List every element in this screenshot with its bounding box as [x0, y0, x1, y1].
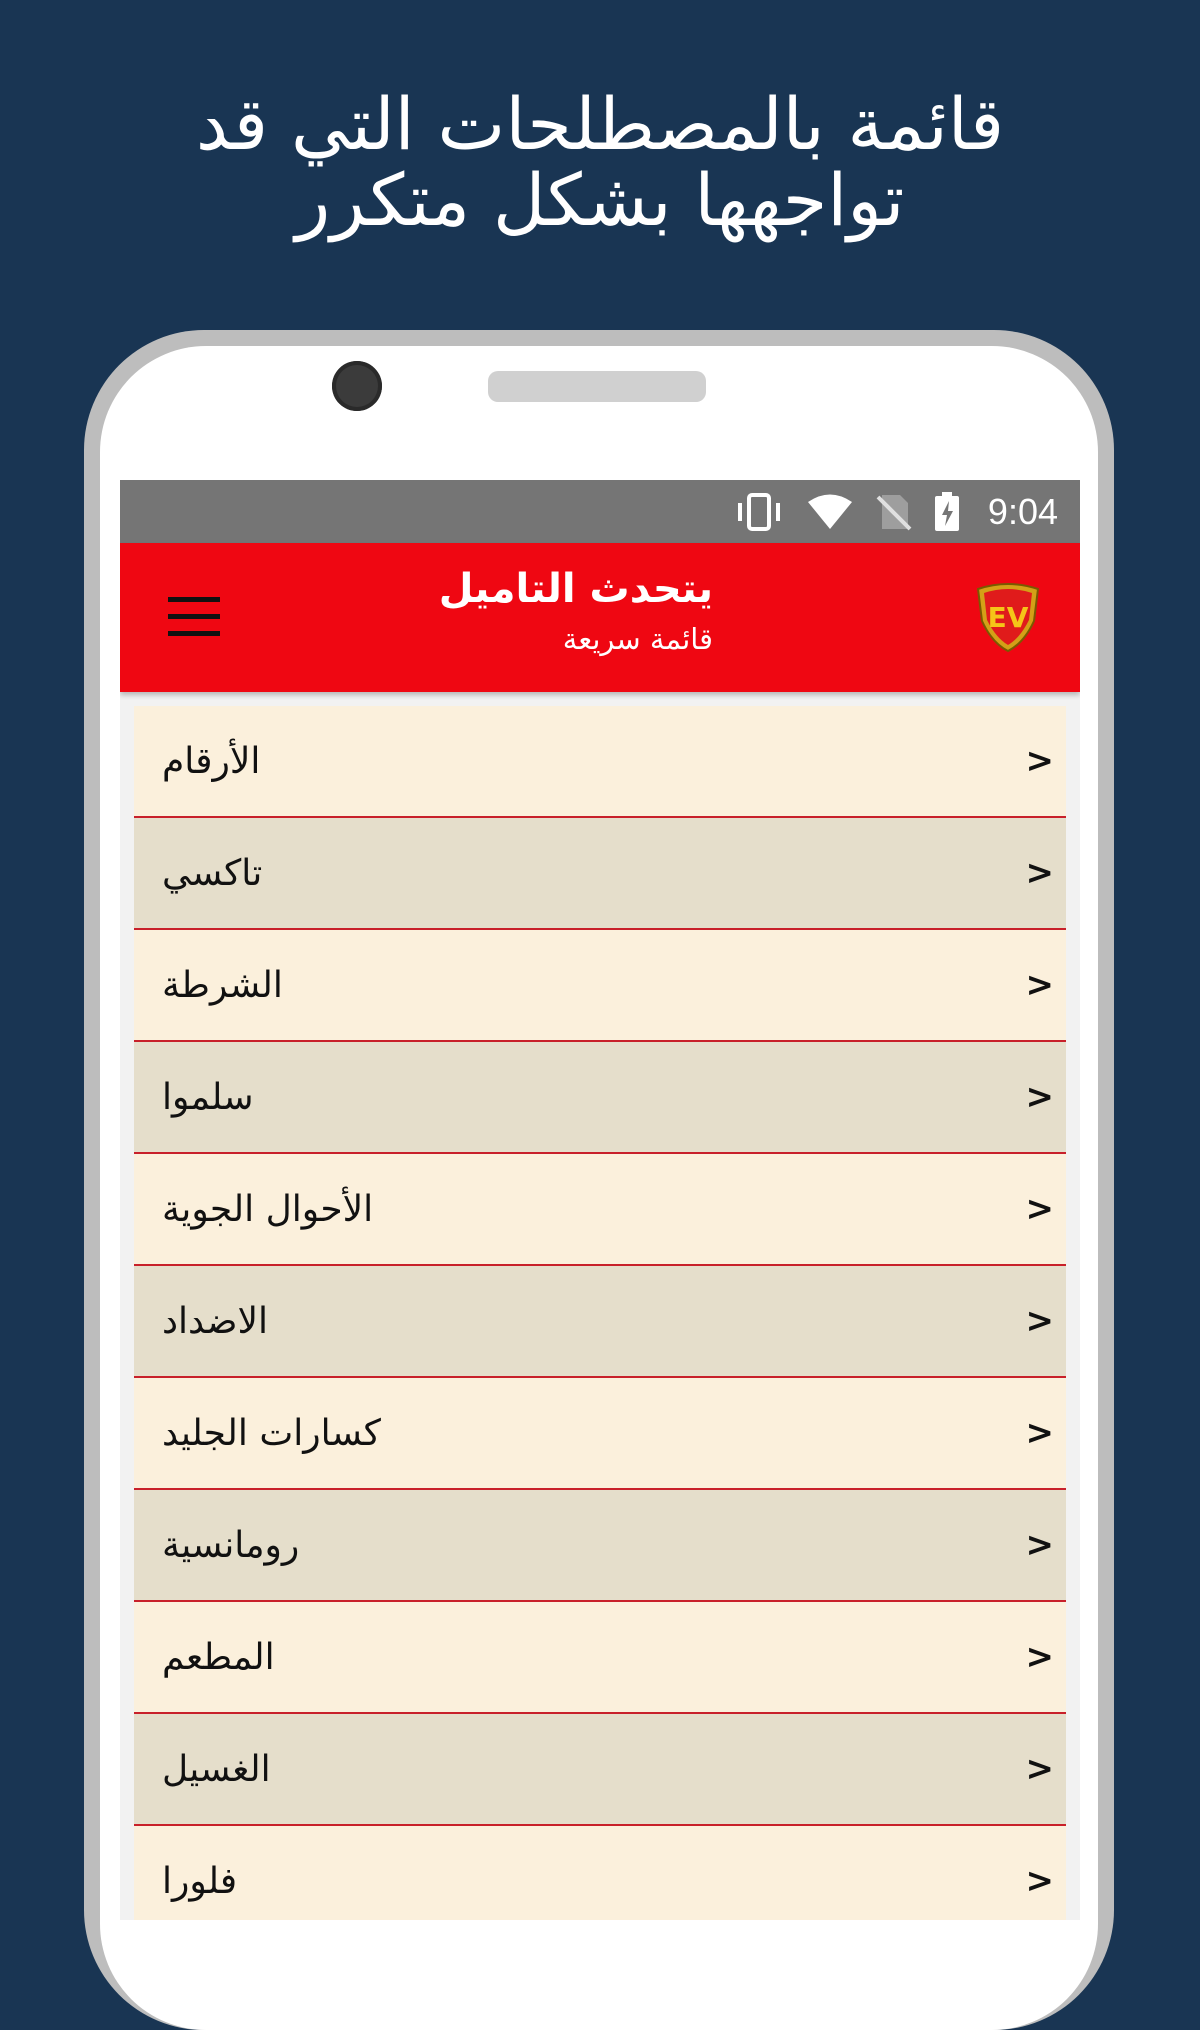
list-item-label: المطعم	[162, 1636, 275, 1678]
list-item-label: تاكسي	[162, 852, 263, 894]
list-item-label: الأرقام	[162, 740, 261, 782]
list-item[interactable]	[134, 1602, 1066, 1714]
list-item-label: الاضداد	[162, 1300, 269, 1342]
list-item-label: فلورا	[162, 1860, 238, 1902]
quick-list	[134, 706, 1066, 1920]
list-item[interactable]	[134, 818, 1066, 930]
no-sim-icon	[876, 493, 912, 531]
list-item[interactable]	[134, 1154, 1066, 1266]
list-item-label: الغسيل	[162, 1748, 271, 1790]
phone-speaker	[488, 371, 706, 402]
toolbar-titles	[313, 561, 713, 661]
app-title: يتحدث التاميل	[438, 566, 713, 612]
list-item-label: الشرطة	[162, 964, 283, 1006]
chevron-right-icon: >	[1025, 1525, 1054, 1565]
list-item[interactable]	[134, 1042, 1066, 1154]
list-item[interactable]	[134, 1378, 1066, 1490]
list-item[interactable]	[134, 930, 1066, 1042]
chevron-right-icon: >	[1025, 965, 1054, 1005]
headline-line-2: تواجهها بشكل متكرر	[295, 158, 905, 242]
status-bar	[120, 480, 1080, 543]
list-item[interactable]	[134, 1714, 1066, 1826]
list-item[interactable]	[134, 1266, 1066, 1378]
app-subtitle: قائمة سريعة	[562, 622, 713, 656]
promo-headline	[0, 82, 1200, 242]
chevron-right-icon: >	[1025, 1749, 1054, 1789]
chevron-right-icon: >	[1025, 1189, 1054, 1229]
chevron-right-icon: >	[1025, 1077, 1054, 1117]
list-item[interactable]	[134, 706, 1066, 818]
list-item[interactable]	[134, 1826, 1066, 1920]
chevron-right-icon: >	[1025, 1637, 1054, 1677]
chevron-right-icon: >	[1025, 853, 1054, 893]
list-item[interactable]	[134, 1490, 1066, 1602]
hamburger-menu-icon[interactable]	[168, 597, 220, 637]
wifi-icon	[806, 493, 854, 531]
headline-line-1: قائمة بالمصطلحات التي قد	[195, 82, 1005, 166]
list-item-label: رومانسية	[162, 1524, 300, 1566]
vibrate-icon	[734, 493, 784, 531]
app-screen	[120, 480, 1080, 1920]
list-item-label: الأحوال الجوية	[162, 1188, 374, 1230]
list-item-label: سلموا	[162, 1076, 254, 1118]
app-toolbar	[120, 543, 1080, 692]
chevron-right-icon: >	[1025, 1413, 1054, 1453]
logo-text: EV	[987, 601, 1029, 634]
list-item-label: كسارات الجليد	[162, 1412, 381, 1454]
chevron-right-icon: >	[1025, 1301, 1054, 1341]
chevron-right-icon: >	[1025, 1861, 1054, 1901]
chevron-right-icon: >	[1025, 741, 1054, 781]
phone-camera	[332, 361, 382, 411]
status-time: 9:04	[987, 490, 1058, 532]
battery-charging-icon	[934, 492, 960, 532]
app-logo[interactable]	[972, 581, 1044, 653]
